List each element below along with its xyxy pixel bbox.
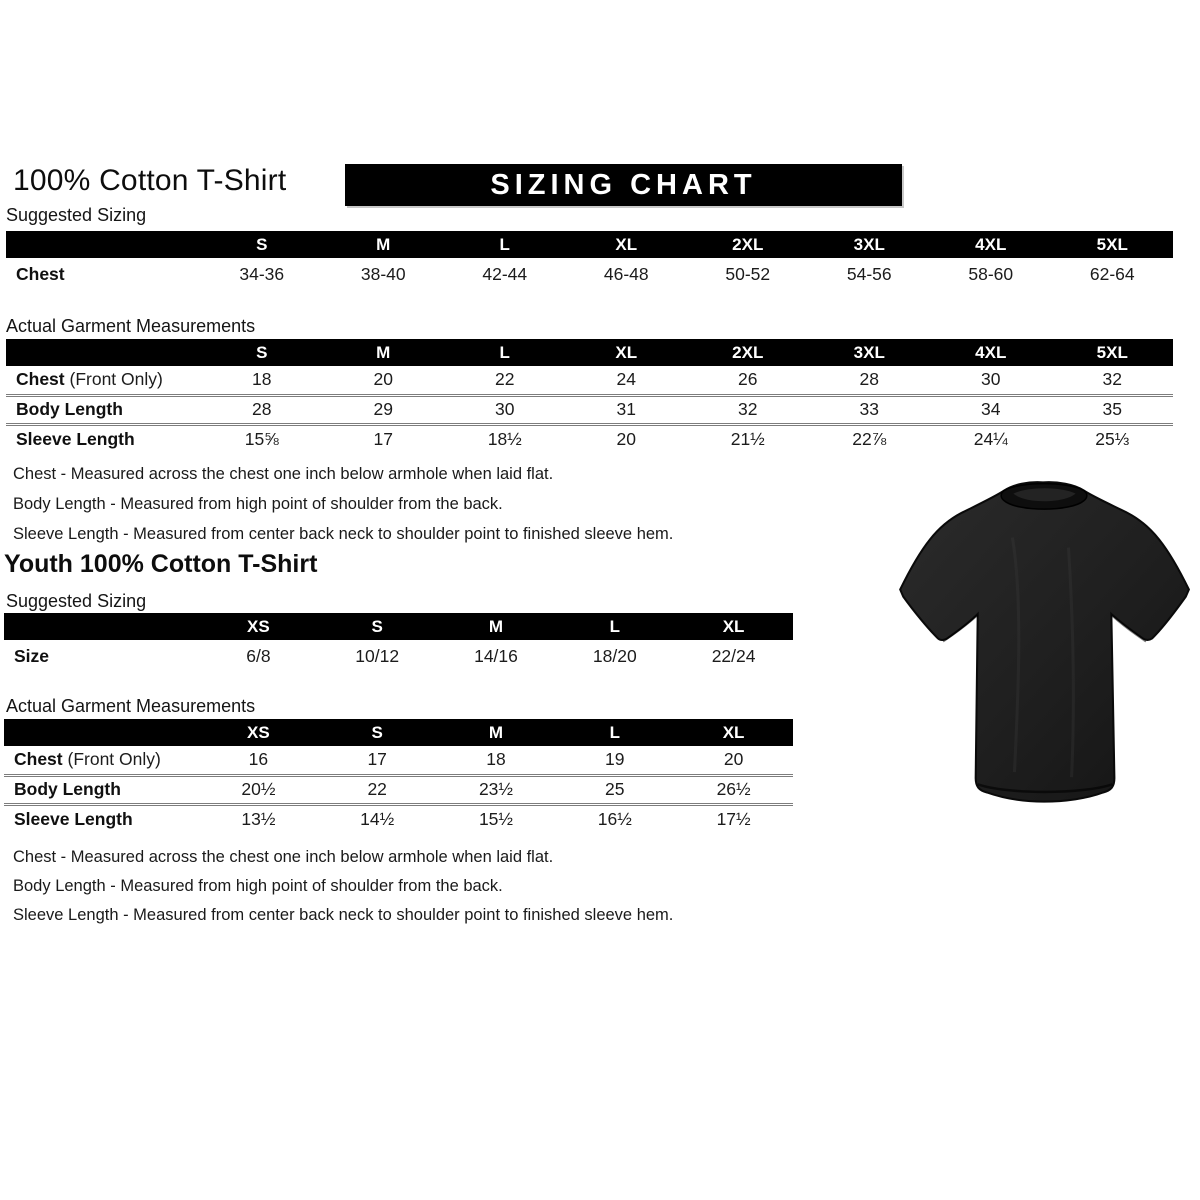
adult-suggested-sizing-label: Suggested Sizing — [6, 205, 147, 225]
measurement-cell: 20 — [566, 424, 688, 453]
tshirt-product-image — [890, 466, 1196, 818]
sizing-table — [6, 231, 1173, 290]
size-header-row — [4, 613, 793, 640]
size-column-header: XL — [566, 231, 688, 258]
measurement-cell: 18½ — [444, 424, 566, 453]
measurement-cell: 33 — [809, 395, 931, 424]
measurement-cell: 35 — [1052, 395, 1174, 424]
measurement-cell: 42-44 — [482, 263, 528, 284]
measurement-cell: 34-36 — [239, 263, 285, 284]
size-column-header: M — [323, 231, 445, 258]
measurement-cell: 17 — [323, 424, 445, 453]
row-label: Size — [14, 645, 50, 666]
measurement-cell: 30 — [981, 369, 1001, 390]
measurement-cell: 24¼ — [930, 424, 1052, 453]
sizing-table — [6, 339, 1173, 453]
table-corner-cell — [4, 719, 199, 746]
measurement-cell: 13½ — [199, 804, 318, 833]
measurement-cell: 10/12 — [355, 645, 400, 666]
measurement-row — [6, 395, 1173, 424]
measurement-note: Sleeve Length - Measured from center back neck to shoulder point to finished sleeve hem. — [13, 906, 674, 924]
measurement-cell: 16 — [248, 749, 269, 770]
measurement-cell: 32 — [1102, 369, 1122, 390]
table-corner-cell — [6, 231, 201, 258]
size-column-header: XS — [199, 613, 318, 640]
measurement-cell: 25 — [555, 775, 674, 804]
measurement-cell: 58-60 — [968, 263, 1014, 284]
youth-actual-measurements-label: Actual Garment Measurements — [6, 696, 256, 716]
measurement-cell: 20½ — [199, 775, 318, 804]
measurement-cell: 62-64 — [1089, 263, 1135, 284]
measurement-cell: 26 — [738, 369, 758, 390]
measurement-row — [4, 746, 793, 775]
measurement-cell: 54-56 — [846, 263, 892, 284]
size-column-header: S — [201, 231, 323, 258]
measurement-cell: 30 — [444, 395, 566, 424]
measurement-cell: 15⅝ — [201, 424, 323, 453]
measurement-cell: 19 — [605, 749, 625, 770]
measurement-cell: 28 — [859, 369, 879, 390]
size-column-header: 5XL — [1052, 231, 1174, 258]
measurement-note: Body Length - Measured from high point of shoulder from the back. — [13, 495, 503, 513]
size-column-header: XL — [674, 719, 793, 746]
size-column-header: L — [555, 719, 674, 746]
measurement-cell: 22 — [318, 775, 437, 804]
row-label: Body Length — [4, 775, 199, 804]
measurement-note: Chest - Measured across the chest one inch below armhole when laid flat. — [13, 465, 554, 483]
size-column-header: 2XL — [687, 339, 809, 366]
measurement-cell: 31 — [566, 395, 688, 424]
youth-section-title: Youth 100% Cotton T-Shirt — [4, 550, 318, 578]
measurement-cell: 18 — [486, 749, 506, 770]
table-corner-cell — [6, 339, 201, 366]
youth-actual-measurements-table — [4, 719, 793, 833]
measurement-cell: 18/20 — [592, 645, 637, 666]
adult-suggested-sizing-table — [6, 231, 1173, 290]
size-column-header: 3XL — [809, 339, 931, 366]
measurement-cell: 29 — [323, 395, 445, 424]
row-label: Body Length — [6, 395, 201, 424]
measurement-cell: 32 — [687, 395, 809, 424]
sizing-table — [4, 719, 793, 833]
size-column-header: S — [318, 719, 437, 746]
measurement-cell: 21½ — [687, 424, 809, 453]
measurement-cell: 20 — [723, 749, 744, 770]
measurement-cell: 34 — [930, 395, 1052, 424]
measurement-row — [4, 640, 793, 672]
table-corner-cell — [4, 613, 199, 640]
size-column-header: 3XL — [809, 231, 931, 258]
measurement-cell: 28 — [201, 395, 323, 424]
row-label: Chest (Front Only) — [16, 369, 163, 390]
page-title: 100% Cotton T-Shirt — [13, 164, 287, 197]
measurement-row — [4, 804, 793, 833]
sizing-table — [4, 613, 793, 672]
youth-suggested-sizing-table — [4, 613, 793, 672]
adult-actual-measurements-table — [6, 339, 1173, 453]
sizing-chart-banner — [345, 164, 902, 206]
size-column-header: S — [201, 339, 323, 366]
size-column-header: L — [444, 339, 566, 366]
tshirt-illustration — [890, 466, 1196, 818]
measurement-cell: 15½ — [437, 804, 556, 833]
row-label: Sleeve Length — [4, 804, 199, 833]
size-column-header: 2XL — [687, 231, 809, 258]
size-column-header: M — [323, 339, 445, 366]
size-column-header: M — [437, 719, 556, 746]
measurement-cell: 6/8 — [246, 645, 271, 666]
measurement-cell: 20 — [373, 369, 393, 390]
measurement-note: Chest - Measured across the chest one inch below armhole when laid flat. — [13, 848, 554, 866]
measurement-cell: 22 — [495, 369, 515, 390]
measurement-cell: 14/16 — [474, 645, 518, 666]
measurement-note: Sleeve Length - Measured from center back neck to shoulder point to finished sleeve hem. — [13, 525, 674, 543]
measurement-row — [4, 775, 793, 804]
size-column-header: L — [444, 231, 566, 258]
size-column-header: 4XL — [930, 231, 1052, 258]
size-column-header: XL — [674, 613, 793, 640]
measurement-cell: 23½ — [437, 775, 556, 804]
measurement-row — [6, 366, 1173, 395]
measurement-cell: 18 — [252, 369, 272, 390]
size-column-header: XL — [566, 339, 688, 366]
adult-measurement-notes — [13, 459, 673, 549]
size-column-header: 5XL — [1052, 339, 1174, 366]
size-column-header: XS — [199, 719, 318, 746]
measurement-cell: 26½ — [674, 775, 793, 804]
measurement-cell: 46-48 — [603, 263, 649, 284]
measurement-cell: 38-40 — [360, 263, 406, 284]
measurement-cell: 24 — [616, 369, 636, 390]
row-label: Sleeve Length — [6, 424, 201, 453]
size-column-header: S — [318, 613, 437, 640]
youth-measurement-notes — [13, 843, 673, 930]
measurement-cell: 14½ — [318, 804, 437, 833]
measurement-cell: 50-52 — [725, 263, 771, 284]
adult-actual-measurements-label: Actual Garment Measurements — [6, 316, 256, 336]
size-header-row — [4, 719, 793, 746]
measurement-cell: 17½ — [674, 804, 793, 833]
measurement-note: Body Length - Measured from high point of shoulder from the back. — [13, 877, 503, 895]
measurement-cell: 22⅞ — [809, 424, 931, 453]
measurement-cell: 17 — [367, 749, 387, 770]
youth-suggested-sizing-label: Suggested Sizing — [6, 591, 147, 611]
measurement-cell: 25⅓ — [1052, 424, 1174, 453]
size-column-header: L — [555, 613, 674, 640]
measurement-row — [6, 258, 1173, 290]
size-column-header: M — [437, 613, 556, 640]
size-header-row — [6, 339, 1173, 366]
measurement-row — [6, 424, 1173, 453]
row-label: Chest — [16, 263, 65, 284]
size-column-header: 4XL — [930, 339, 1052, 366]
measurement-cell: 16½ — [555, 804, 674, 833]
size-header-row — [6, 231, 1173, 258]
sizing-chart-banner-label: SIZING CHART — [490, 168, 757, 201]
row-label: Chest (Front Only) — [14, 749, 161, 770]
measurement-cell: 22/24 — [711, 645, 756, 666]
